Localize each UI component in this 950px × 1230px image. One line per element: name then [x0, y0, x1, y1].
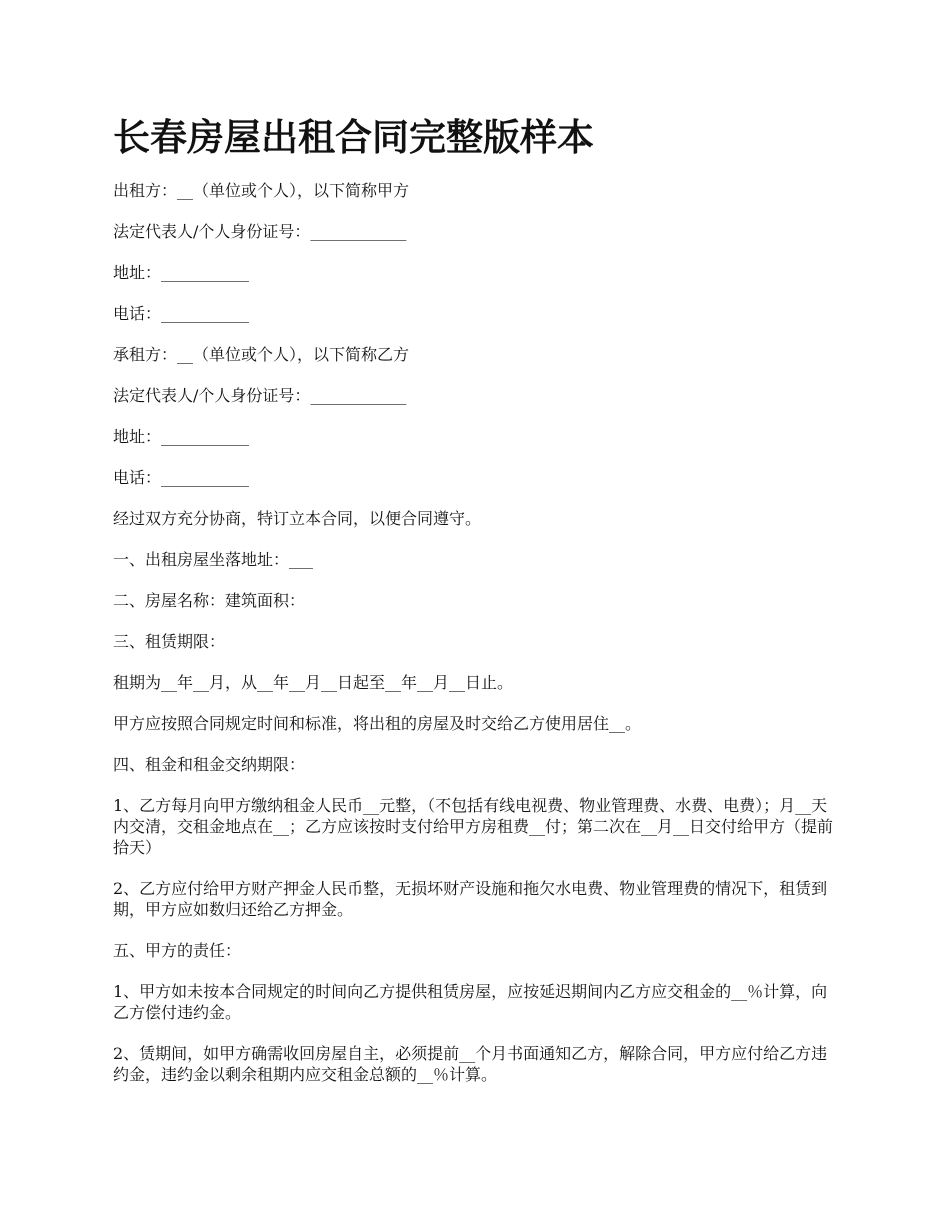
section-2-house-name: 二、房屋名称：建筑面积：: [113, 591, 306, 610]
rent-clause-1: 1、乙方每月向甲方缴纳租金人民币__元整，（不包括有线电视费、物业管理费、水费、电费）；月__天内交清，交租金地点在__；乙方应该按时支付给甲方房租费__付；第二次在__月__日交付给甲方（提前拾天）: [113, 796, 834, 857]
lessor-phone-line: 电话：___________: [113, 304, 250, 323]
document-title: 长春房屋出租合同完整版样本: [113, 115, 594, 159]
lessor-line: 出租方：__（单位或个人），以下简称甲方: [113, 181, 410, 200]
rent-clause-2: 2、乙方应付给甲方财产押金人民币整，无损坏财产设施和拖欠水电费、物业管理费的情况下，租赁到期，甲方应如数归还给乙方押金。: [113, 879, 828, 919]
section-5-heading: 五、甲方的责任：: [113, 941, 242, 960]
lessee-line: 承租方：__（单位或个人），以下简称乙方: [113, 345, 410, 364]
lease-term-paragraph: 租期为__年__月，从__年__月__日起至__年__月__日止。: [113, 673, 514, 692]
lessor-duty-2: 2、赁期间，如甲方确需收回房屋自主，必须提前__个月书面通知乙方，解除合同，甲方应付给乙方违约金，违约金以剩余租期内应交租金总额的__％计算。: [113, 1044, 828, 1084]
handover-paragraph: 甲方应按照合同规定时间和标准，将出租的房屋及时交给乙方使用居住__。: [113, 714, 642, 733]
agreement-intro: 经过双方充分协商，特订立本合同，以便合同遵守。: [113, 509, 482, 528]
document-page: [113, 112, 833, 1105]
lessee-address-line: 地址：___________: [113, 427, 250, 446]
lessor-address-line: 地址：___________: [113, 263, 250, 282]
lessor-id-line: 法定代表人/个人身份证号：____________: [113, 222, 407, 241]
section-1-address: 一、出租房屋坐落地址：___: [113, 550, 314, 569]
lessor-duty-1: 1、甲方如未按本合同规定的时间向乙方提供租赁房屋，应按延迟期间内乙方应交租金的__％计算，向乙方偿付违约金。: [113, 982, 828, 1022]
section-3-heading: 三、租赁期限：: [113, 632, 226, 651]
lessee-phone-line: 电话：___________: [113, 468, 250, 487]
section-4-heading: 四、租金和租金交纳期限：: [113, 755, 306, 774]
lessee-id-line: 法定代表人/个人身份证号：____________: [113, 386, 407, 405]
